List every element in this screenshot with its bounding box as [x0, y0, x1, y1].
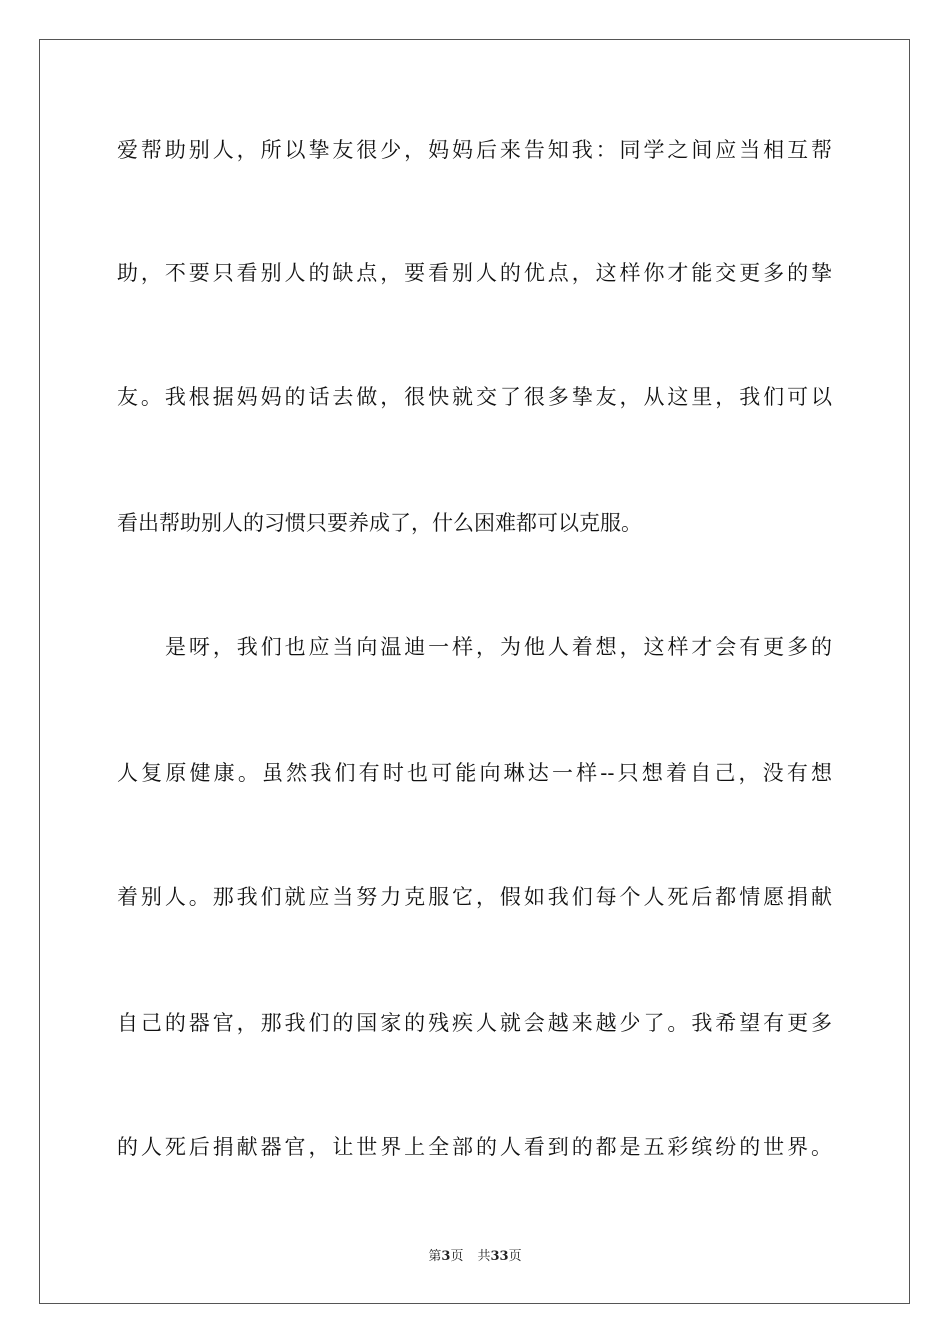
- text-line-1: 爱帮助别人，所以挚友很少，妈妈后来告知我：同学之间应当相互帮: [117, 138, 832, 162]
- text-line-8: 自己的器官，那我们的国家的残疾人就会越来越少了。我希望有更多: [117, 1011, 832, 1035]
- text-line-5: 是呀，我们也应当向温迪一样，为他人着想，这样才会有更多的: [165, 635, 832, 659]
- total-suffix: 页: [508, 1249, 522, 1264]
- total-pages: 33: [490, 1249, 509, 1264]
- page-suffix: 页: [450, 1249, 464, 1264]
- page-number: 3: [441, 1249, 451, 1264]
- text-line-4: 看出帮助别人的习惯只要养成了，什么困难都可以克服。: [117, 511, 642, 535]
- page-footer: [0, 1248, 950, 1266]
- text-line-3: 友。我根据妈妈的话去做，很快就交了很多挚友，从这里，我们可以: [117, 385, 832, 409]
- text-line-6: 人复原健康。虽然我们有时也可能向琳达一样--只想着自己，没有想: [117, 761, 832, 785]
- total-prefix: 共: [477, 1249, 491, 1264]
- text-line-9: 的人死后捐献器官，让世界上全部的人看到的都是五彩缤纷的世界。: [117, 1135, 832, 1159]
- page-border: [39, 39, 910, 1304]
- text-line-2: 助，不要只看别人的缺点，要看别人的优点，这样你才能交更多的挚: [117, 261, 832, 285]
- text-line-7: 着别人。那我们就应当努力克服它，假如我们每个人死后都情愿捐献: [117, 885, 832, 909]
- page-prefix: 第: [428, 1249, 442, 1264]
